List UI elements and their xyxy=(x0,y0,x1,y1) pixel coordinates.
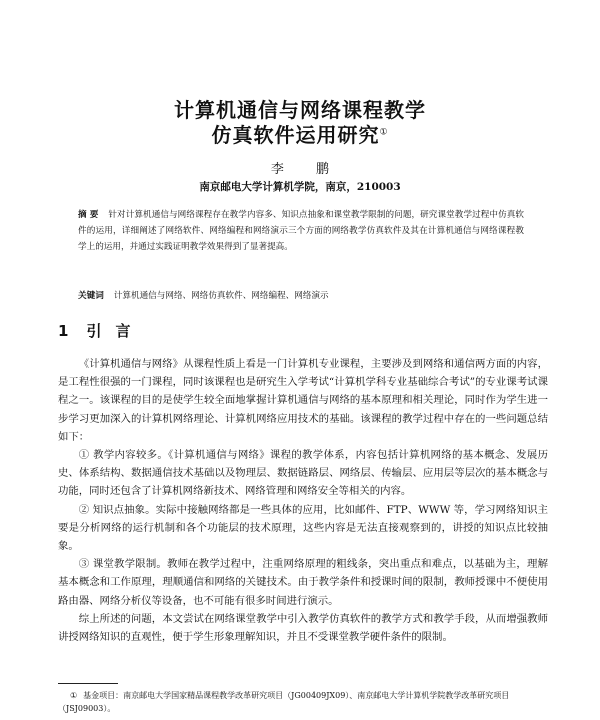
abstract-text: 针对计算机通信与网络课程存在教学内容多、知识点抽象和课堂教学限制的问题，研究课堂教学过程中仿真软件的运用，详细阐述了网络软件、网络编程和网络演示三个方面的网络教学仿真软件及其在计算机通信与网络课程教学上的运用，并通过实践证明教学效果得到了显著提高。 xyxy=(78,210,524,252)
author-name: 李 鹏 xyxy=(270,162,344,177)
paper-title-line-1: 计算机通信与网络课程教学 xyxy=(174,98,426,122)
body-paragraph: ① 教学内容较多。《计算机通信与网络》课程的教学体系，内容包括计算机网络的基本概念、发展历史、体系结构、数据通信技术基础以及物理层、数据链路层、网络层、传输层、应用层等层次的基本概念与功能，同时还包含了计算机网络新技术、网络管理和网络安全等相关的内容。 xyxy=(58,449,548,498)
keywords xyxy=(78,289,524,303)
section-number: 1 xyxy=(58,322,69,340)
body-paragraph: 《计算机通信与网络》从课程性质上看是一门计算机专业课程，主要涉及到网络和通信两方面的内容，是工程性很强的一门课程，同时该课程也是研究生入学考试“计算机学科专业基础综合考试”的专业课考试课程之一。该课程的目的是使学生较全面地掌握计算机通信与网络的基本原理和相关理论，同时作为学生进一步学习更加深入的计算机网络理论、计算机网络应用技术的基础。该课程的教学过程中存在的一些问题总结如下： xyxy=(58,358,548,443)
body-paragraph: ③ 课堂教学限制。教师在教学过程中，注重网络原理的粗线条，突出重点和难点，以基础为主，理解基本概念和工作原理，理顺通信和网络的关键技术。由于教学条件和授课时间的限制，教师授课中不便使用路由器、网络分析仪等设备，也不可能有很多时间进行演示。 xyxy=(58,558,548,607)
abstract xyxy=(78,207,524,255)
abstract-label: 摘 要 xyxy=(78,210,99,220)
footnote-mark: ① xyxy=(70,691,78,700)
keywords-label: 关键词 xyxy=(78,291,104,301)
footnote-text: 基金项目：南京邮电大学国家精品课程教学改革研究项目（JG00409JX09）、南京邮电大学计算机学院教学改革研究项目（JSJ09003）。 xyxy=(58,691,510,713)
body-paragraph: 综上所述的问题，本文尝试在网络课堂教学中引入教学仿真软件的教学方式和教学手段，从而增强教师讲授网络知识的直观性，便于学生形象理解知识，并且不受课堂教学硬件条件的限制。 xyxy=(58,612,548,644)
section-title: 引言 xyxy=(86,322,145,340)
body-text xyxy=(58,355,548,646)
footnote xyxy=(58,689,548,715)
title-footnote-mark: ① xyxy=(379,127,389,138)
author-affiliation: 南京邮电大学计算机学院，南京，210003 xyxy=(199,181,401,193)
keywords-text: 计算机通信与网络、网络仿真软件、网络编程、网络演示 xyxy=(113,291,329,301)
section-heading xyxy=(58,320,144,341)
body-paragraph: ② 知识点抽象。实际中接触网络都是一些具体的应用，比如邮件、FTP、WWW 等，学习网络知识主要是分析网络的运行机制和各个功能层的技术原理，这些内容是无法直接观察到的，讲授的知识点比较抽象。 xyxy=(58,503,548,553)
paper-title-line-2 xyxy=(0,119,600,148)
footnote-divider xyxy=(58,683,118,684)
paper-title-line-2-text: 仿真软件运用研究 xyxy=(211,123,380,147)
